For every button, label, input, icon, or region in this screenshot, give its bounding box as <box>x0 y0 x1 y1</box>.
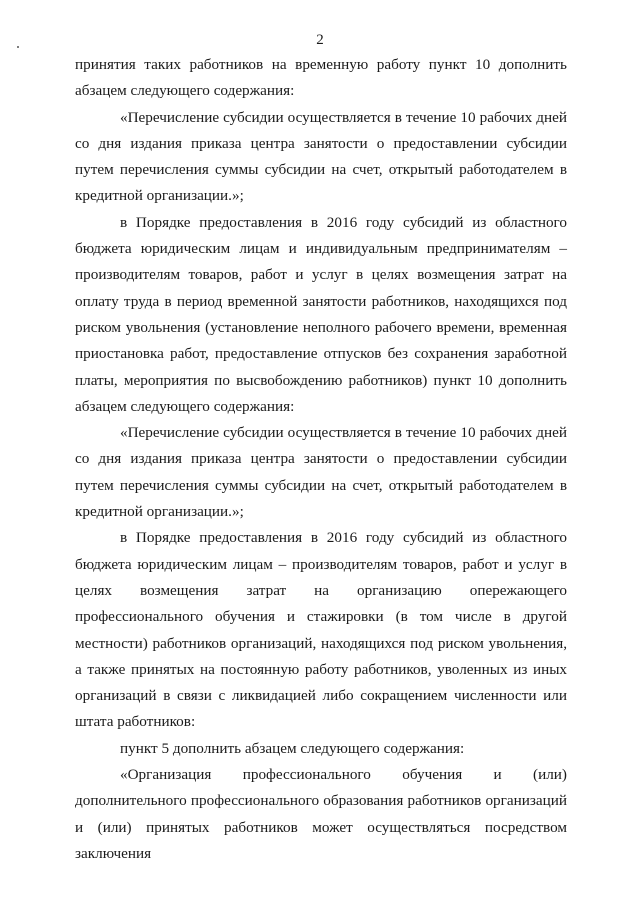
paragraph-quote-2: «Перечисление субсидии осуществляется в течение 10 рабочих дней со дня издания приказа центра занятости о предоставлении субсидии путем перечисления суммы субсидии на счет, открытый работодателем в кредитной организации.»; <box>75 424 567 521</box>
paragraph-procedure-2: в Порядке предоставления в 2016 году субсидий из областного бюджета юридическим лицам и индивидуальным предпринимателям – производителям товаров, работ и услуг в целях возмещения затрат на оплату труда в период временной занятости работников, находящихся под риском увольнения (установление неполного рабочего времени, временная приостановка работ, предоставление отпусков без сохранения заработной платы, мероприятия по высвобождению работников) пункт 10 дополнить абзацем следующего содержания: <box>75 213 567 415</box>
document-body <box>75 52 567 867</box>
paragraph-continuation: принятия таких работников на временную работу пункт 10 дополнить абзацем следующего содержания: <box>75 56 567 100</box>
paragraph-quote-3: «Организация профессионального обучения и (или) дополнительного профессионального образования работников организаций и (или) принятых работников может осуществляться посредством заключения <box>75 766 567 862</box>
paragraph-quote-1: «Перечисление субсидии осуществляется в течение 10 рабочих дней со дня издания приказа центра занятости о предоставлении субсидии путем перечисления суммы субсидии на счет, открытый работодателем в кредитной организации.»; <box>75 108 567 205</box>
paragraph-procedure-3: в Порядке предоставления в 2016 году субсидий из областного бюджета юридическим лицам – производителям товаров, работ и услуг в целях возмещения затрат на организацию опережающего профессионального обучения и стажировки (в том числе в другой местности) работников организаций, находящихся под риском увольнения, а также принятых на постоянную работу работников, уволенных из иных организаций в связи с ликвидацией либо сокращением численности или штата работников: <box>75 529 567 731</box>
paragraph-point-5: пункт 5 дополнить абзацем следующего содержания: <box>120 739 465 757</box>
page-number: 2 <box>316 32 324 48</box>
